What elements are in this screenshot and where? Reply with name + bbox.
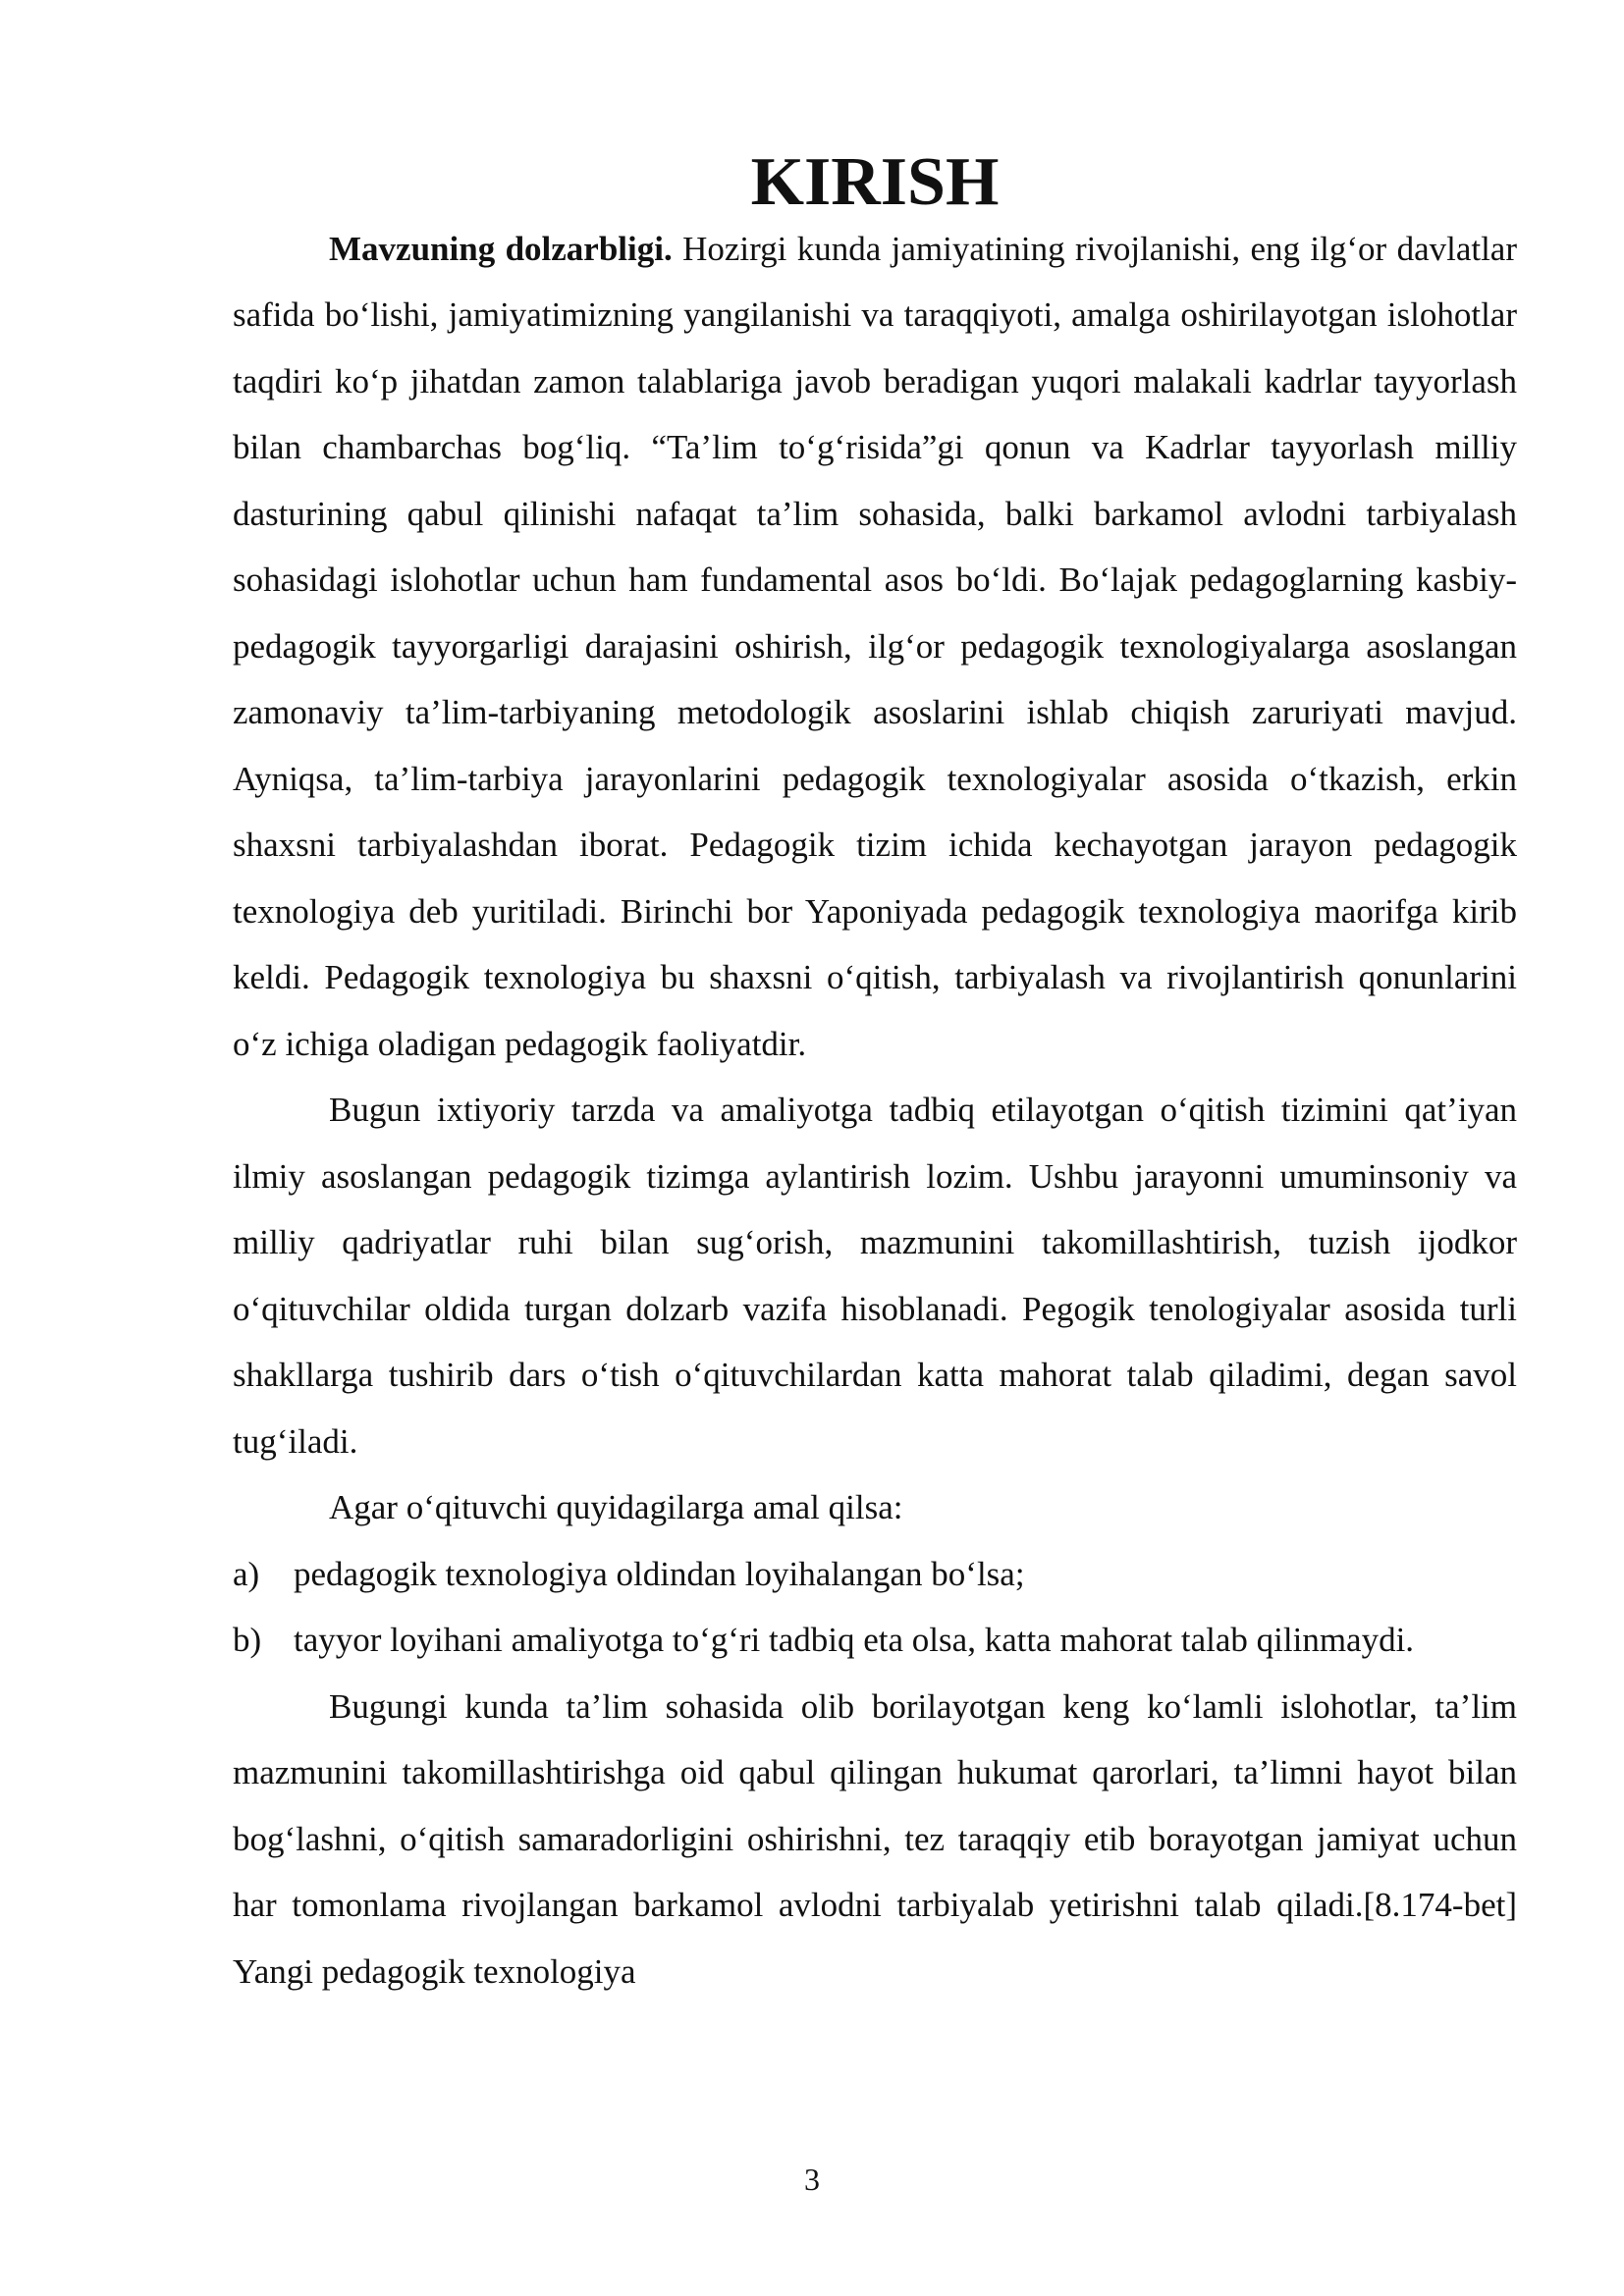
list-item-b xyxy=(233,1607,1517,1674)
paragraph-lead: Mavzuning dolzarbligi. xyxy=(329,229,673,268)
paragraph-reforms: Bugungi kunda ta’lim sohasida olib borilayotgan keng ko‘lamli islohotlar, ta’lim mazmunini takomillashtirishga oid qabul qilingan hukumat qarorlari, ta’limni hayot bilan bog‘lashni, o‘qitish samaradorligini oshirishni, tez taraqqiy etib borayotgan jamiyat uchun har tomonlama rivojlangan barkamol avlodni tarbiyalab yetirishni talab qiladi.[8.174-bet] Yangi pedagogik texnologiya xyxy=(233,1686,1517,1991)
list-marker: a) xyxy=(233,1554,260,1593)
page-title: KIRISH xyxy=(750,144,1000,220)
list-marker: b) xyxy=(233,1621,262,1659)
list-item-a xyxy=(233,1541,1517,1608)
paragraph-conditions-intro: Agar o‘qituvchi quyidagilarga amal qilsa: xyxy=(329,1488,903,1526)
list-item-text: tayyor loyihani amaliyotga to‘g‘ri tadbiq eta olsa, katta mahorat talab qilinmaydi. xyxy=(294,1621,1415,1659)
page-number: 3 xyxy=(804,2162,820,2197)
paragraph-relevance xyxy=(233,216,1517,1078)
paragraph-body: Hozirgi kunda jamiyatining rivojlanishi, eng ilg‘or davlatlar safida bo‘lishi, jamiyatimizning yangilanishi va taraqqiyoti, amalga oshirilayotgan islohotlar taqdiri ko‘p jihatdan zamon talablariga javob beradigan yuqori malakali kadrlar tayyorlash bilan chambarchas bog‘liq. “Ta’lim to‘g‘risida”gi qonun va Kadrlar tayyorlash milliy dasturining qabul qilinishi nafaqat ta’lim sohasida, balki barkamol avlodni tarbiyalash sohasidagi islohotlar uchun ham fundamental asos bo‘ldi. Bo‘lajak pedagoglarning kasbiy-pedagogik tayyorgarligi darajasini oshirish, ilg‘or pedagogik texnologiyalarga asoslangan zamonaviy ta’lim-tarbiyaning metodologik asoslarini ishlab chiqish zaruriyati mavjud. Ayniqsa, ta’lim-tarbiya jarayonlarini pedagogik texnologiyalar asosida o‘tkazish, erkin shaxsni tarbiyalashdan iborat. Pedagogik tizim ichida kechayotgan jarayon pedagogik texnologiya deb yuritiladi. Birinchi bor Yaponiyada pedagogik texnologiya maorifga kirib keldi. Pedagogik texnologiya bu shaxsni o‘qitish, tarbiyalash va rivojlantirish qonunlarini o‘z ichiga oladigan pedagogik faoliyatdir. xyxy=(233,229,1517,1063)
page-content xyxy=(233,144,1517,2004)
paragraph-teaching-system: Bugun ixtiyoriy tarzda va amaliyotga tadbiq etilayotgan o‘qitish tizimini qat’iyan ilmiy asoslangan pedagogik tizimga aylantirish lozim. Ushbu jarayonni umuminsoniy va milliy qadriyatlar ruhi bilan sug‘orish, mazmunini takomillashtirish, tuzish ijodkor o‘qituvchilar oldida turgan dolzarb vazifa hisoblanadi. Pegogik tenologiyalar asosida turli shakllarga tushirib dars o‘tish o‘qituvchilardan katta mahorat talab qiladimi, degan savol tug‘iladi. xyxy=(233,1091,1517,1461)
list-item-text: pedagogik texnologiya oldindan loyihalangan bo‘lsa; xyxy=(294,1554,1025,1593)
